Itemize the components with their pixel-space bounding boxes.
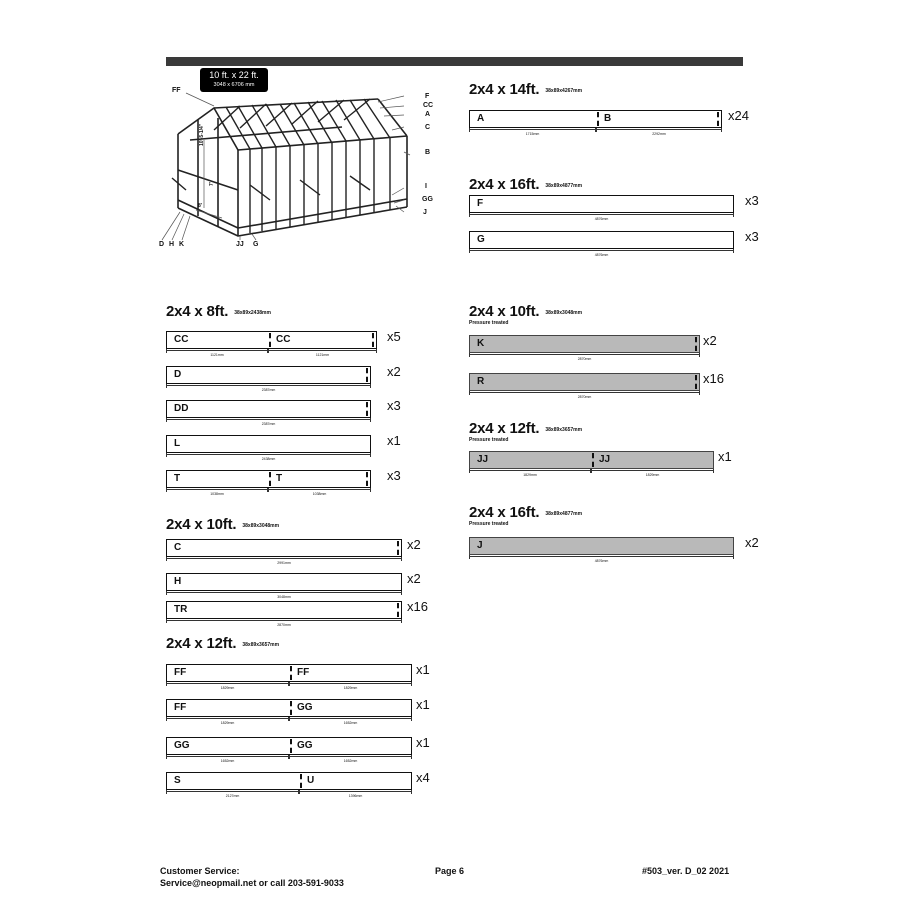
callout-GG: GG [422, 196, 433, 203]
board-TR [166, 601, 402, 619]
dimension-line [166, 791, 299, 792]
dimension-mm: 1715mm [525, 132, 540, 136]
dimension-line [268, 489, 371, 490]
quantity: x2 [387, 364, 401, 379]
board-T-T [166, 470, 371, 488]
dimension-line [166, 454, 371, 455]
part-label: H [174, 576, 182, 587]
board-JJ-JJ [469, 451, 714, 469]
quantity: x2 [407, 537, 421, 552]
dimension-mm: 2870mm [577, 395, 592, 399]
pressure-treated-note: Pressure treated [469, 437, 509, 443]
section-heading [469, 304, 582, 326]
dimension-line [469, 556, 734, 557]
section-metric: 38x89x4267mm [545, 88, 583, 94]
board-CC-CC [166, 331, 377, 349]
dimension-mm: 2991mm [277, 561, 291, 565]
dimension-line [289, 683, 412, 684]
waste-cut-line [695, 375, 697, 389]
quantity: x16 [703, 371, 724, 386]
section-metric: 38x89x2438mm [234, 310, 271, 316]
section-title: 2x4 x 10ft. [166, 516, 237, 533]
part-label: DD [174, 403, 189, 414]
quantity: x1 [416, 662, 430, 677]
part-label: GG [297, 740, 313, 751]
quantity: x1 [387, 433, 401, 448]
greenhouse-frame-drawing [160, 80, 450, 260]
dimension-line [469, 470, 591, 471]
section-heading [166, 636, 279, 652]
dimension-line [596, 129, 722, 130]
dimension-line [166, 419, 371, 420]
dimension-mm: 1829mm [343, 686, 358, 690]
quantity: x1 [416, 697, 430, 712]
quantity: x16 [407, 599, 428, 614]
part-label: B [604, 113, 612, 124]
waste-cut-line [397, 603, 399, 617]
dimension-line [166, 718, 289, 719]
dimension-line [469, 214, 734, 215]
board-F [469, 195, 734, 213]
service-contact: Service@neopmail.net or call 203-591-9033 [160, 878, 344, 888]
callout-FF: FF [172, 87, 181, 94]
dimension-mm: 2387mm [261, 388, 276, 392]
dimension-line [469, 250, 734, 251]
dimension-line [166, 620, 402, 621]
pressure-treated-note: Pressure treated [469, 521, 509, 527]
board-G [469, 231, 734, 249]
section-metric: 38x89x4877mm [545, 511, 583, 517]
callout-G: G [253, 241, 259, 248]
part-label: CC [276, 334, 291, 345]
section-heading [469, 505, 582, 527]
quantity: x4 [416, 770, 430, 785]
dimension-line [166, 385, 371, 386]
dimension-mm: 1121mm [210, 353, 224, 357]
callout-JJ: JJ [236, 241, 244, 248]
part-label: J [477, 540, 483, 551]
dimension-mm: 1038mm [312, 492, 327, 496]
quantity: x3 [387, 398, 401, 413]
section-heading [166, 304, 271, 320]
cut-line [290, 701, 292, 715]
quantity: x2 [745, 535, 759, 550]
part-label: D [174, 369, 182, 380]
dimension-line [166, 756, 289, 757]
callout-D: D [159, 241, 165, 248]
part-label: FF [174, 667, 187, 678]
section-heading [166, 517, 279, 533]
waste-cut-line [372, 333, 374, 347]
part-label: FF [297, 667, 310, 678]
part-label: GG [297, 702, 313, 713]
dimension-line [469, 129, 596, 130]
part-label: S [174, 775, 181, 786]
dim-height-total: 10'-5-1/4" [199, 123, 205, 146]
board-FF-GG [166, 699, 412, 717]
dimension-mm: 2292mm [652, 132, 666, 136]
quantity: x2 [407, 571, 421, 586]
dimension-mm: 1829mm [523, 473, 537, 477]
callout-H: H [169, 241, 175, 248]
version-label: #503_ver. D_02 2021 [642, 866, 730, 876]
size-metric: 3048 x 6706 mm [213, 82, 255, 88]
section-title: 2x4 x 8ft. [166, 303, 229, 320]
waste-cut-line [366, 402, 368, 416]
size-title: 10 ft. x 22 ft. [209, 70, 259, 80]
board-GG-GG [166, 737, 412, 755]
footer-customer-service [160, 865, 344, 889]
section-title: 2x4 x 16ft. [469, 504, 540, 521]
part-label: G [477, 234, 485, 245]
dimension-mm: 1652mm [343, 721, 358, 725]
cut-line [592, 453, 594, 467]
section-metric: 38x89x3048mm [545, 310, 583, 316]
board-R [469, 373, 700, 391]
board-S-U [166, 772, 412, 790]
dimension-mm: 1652mm [220, 759, 235, 763]
waste-cut-line [695, 337, 697, 351]
dimension-line [469, 354, 700, 355]
board-FF-FF [166, 664, 412, 682]
pressure-treated-note: Pressure treated [469, 320, 509, 326]
dimension-line [166, 558, 402, 559]
section-metric: 38x89x3048mm [242, 523, 280, 529]
quantity: x24 [728, 108, 749, 123]
dimension-mm: 3048mm [277, 595, 291, 599]
part-label: T [174, 473, 181, 484]
dimension-line [268, 350, 377, 351]
callout-F: F [425, 93, 430, 100]
section-metric: 38x89x4877mm [545, 183, 583, 189]
callout-K: K [179, 241, 185, 248]
part-label: FF [174, 702, 187, 713]
dimension-line [166, 592, 402, 593]
dimension-mm: 2387mm [261, 422, 276, 426]
part-label: K [477, 338, 485, 349]
cut-line [597, 112, 599, 126]
callout-A: A [425, 111, 431, 118]
dimension-mm: 2870mm [577, 357, 592, 361]
service-label: Customer Service: [160, 866, 240, 876]
callout-C: C [425, 124, 431, 131]
dim-height-wall: 7' [209, 182, 215, 186]
part-label: GG [174, 740, 190, 751]
section-metric: 38x89x3657mm [545, 427, 583, 433]
quantity: x3 [745, 229, 759, 244]
cut-line [269, 472, 271, 486]
section-title: 2x4 x 16ft. [469, 176, 540, 193]
dimension-line [299, 791, 412, 792]
part-label: CC [174, 334, 189, 345]
board-D [166, 366, 371, 384]
dimension-line [166, 489, 268, 490]
board-K [469, 335, 700, 353]
part-label: R [477, 376, 485, 387]
quantity: x1 [718, 449, 732, 464]
callout-B: B [425, 149, 431, 156]
board-L [166, 435, 371, 453]
part-label: T [276, 473, 283, 484]
dimension-line [469, 392, 700, 393]
dimension-line [289, 718, 412, 719]
page-number: Page 6 [435, 866, 465, 876]
part-label: JJ [599, 454, 611, 465]
quantity: x1 [416, 735, 430, 750]
callout-J: J [423, 209, 427, 216]
board-J [469, 537, 734, 555]
board-H [166, 573, 402, 591]
dimension-mm: 2438mm [261, 457, 276, 461]
part-label: A [477, 113, 485, 124]
cut-line [290, 739, 292, 753]
dimension-mm: 2870mm [277, 623, 291, 627]
dimension-mm: 1121mm [315, 353, 330, 357]
dimension-mm: 4876mm [594, 559, 609, 563]
section-metric: 38x89x3657mm [242, 642, 280, 648]
waste-cut-line [366, 472, 368, 486]
dimension-mm: 1829mm [220, 721, 235, 725]
part-label: C [174, 542, 182, 553]
greenhouse-size-label [200, 68, 268, 92]
section-heading [469, 421, 582, 443]
dimension-mm: 2127mm [225, 794, 240, 798]
section-heading [469, 82, 582, 98]
quantity: x5 [387, 329, 401, 344]
dimension-mm: 1829mm [220, 686, 235, 690]
dimension-mm: 1829mm [645, 473, 660, 477]
quantity: x3 [387, 468, 401, 483]
board-A-B [469, 110, 722, 128]
dimension-line [591, 470, 714, 471]
cut-line [290, 666, 292, 680]
cut-line [300, 774, 302, 788]
dimension-mm: 4876mm [594, 217, 609, 221]
section-heading [469, 177, 582, 193]
dimension-mm: 1652mm [343, 759, 358, 763]
part-label: TR [174, 604, 188, 615]
waste-cut-line [717, 112, 719, 126]
section-title: 2x4 x 12ft. [469, 420, 540, 437]
section-title: 2x4 x 12ft. [166, 635, 237, 652]
part-label: U [307, 775, 315, 786]
callout-I: I [425, 183, 427, 190]
part-label: F [477, 198, 484, 209]
dimension-line [166, 683, 289, 684]
section-title: 2x4 x 14ft. [469, 81, 540, 98]
section-title: 2x4 x 10ft. [469, 303, 540, 320]
dimension-line [289, 756, 412, 757]
dim-width: 8' [198, 203, 202, 209]
waste-cut-line [397, 541, 399, 555]
callout-CC: CC [423, 102, 434, 109]
part-label: JJ [477, 454, 489, 465]
dimension-mm: 1038mm [210, 492, 224, 496]
board-DD [166, 400, 371, 418]
quantity: x2 [703, 333, 717, 348]
cut-line [269, 333, 271, 347]
quantity: x3 [745, 193, 759, 208]
part-label: L [174, 438, 181, 449]
dimension-mm: 1396mm [348, 794, 363, 798]
waste-cut-line [366, 368, 368, 382]
dimension-mm: 4876mm [594, 253, 609, 257]
dimension-line [166, 350, 268, 351]
header-rule [166, 57, 743, 66]
board-C [166, 539, 402, 557]
